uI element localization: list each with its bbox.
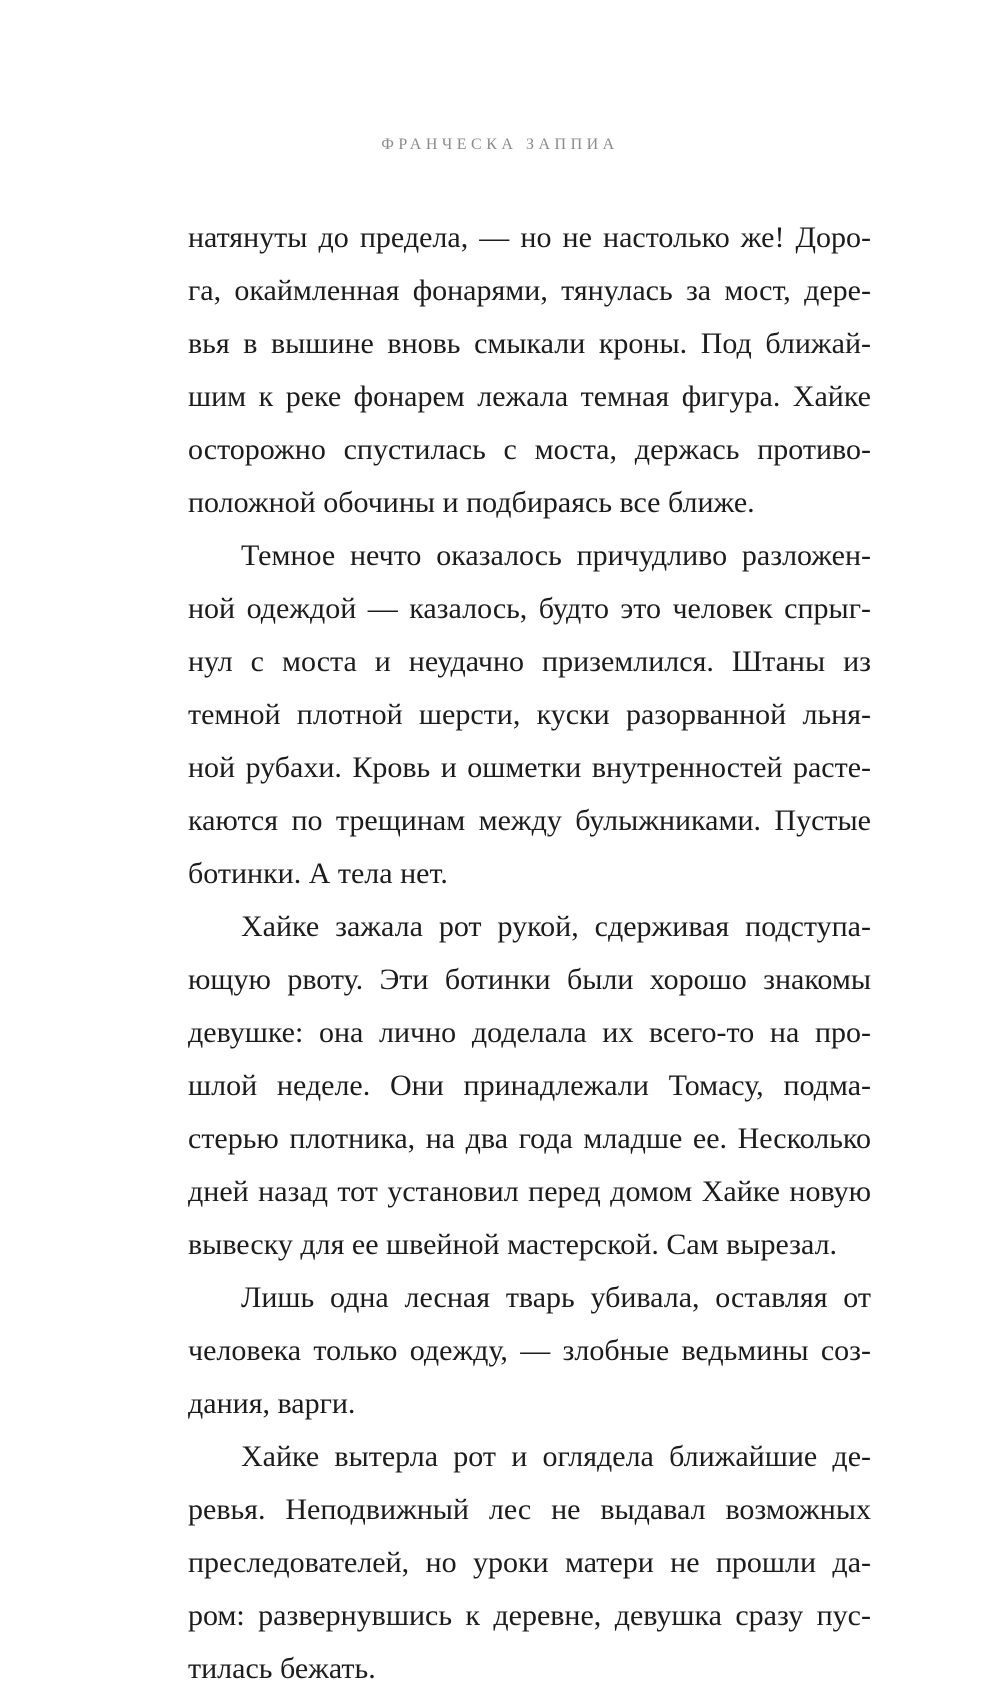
- text-line: тилась бежать.: [188, 1652, 376, 1685]
- text-line: преследователей, но уроки матери не прошли да-: [188, 1546, 871, 1579]
- text-line: темной плотной шерсти, куски разорванной льня-: [188, 698, 871, 731]
- text-line: ной одеждой — казалось, будто это человек спрыг-: [188, 592, 871, 625]
- text-line: ревья. Неподвижный лес не выдавал возможных: [188, 1493, 871, 1526]
- text-line: нул с моста и неудачно приземлился. Штаны из: [188, 645, 871, 678]
- text-line: дней назад тот установил перед домом Хайке новую: [188, 1175, 871, 1208]
- body-text: [188, 211, 871, 1695]
- text-line: Хайке зажала рот рукой, сдерживая подступа-: [241, 910, 871, 943]
- text-line: девушке: она лично доделала их всего-то на про-: [188, 1016, 871, 1049]
- text-line: вывеску для ее швейной мастерской. Сам вырезал.: [188, 1228, 838, 1261]
- text-line: дания, варги.: [188, 1387, 356, 1420]
- text-line: Хайке вытерла рот и оглядела ближайшие де-: [241, 1440, 871, 1473]
- text-line: каются по трещинам между булыжниками. Пустые: [188, 804, 871, 837]
- text-line: Темное нечто оказалось причудливо разложен-: [241, 539, 871, 572]
- text-line: натянуты до предела, — но не настолько же! Доро-: [188, 221, 871, 254]
- text-line: человека только одежду, — злобные ведьмины соз-: [188, 1334, 871, 1367]
- text-line: стерью плотника, на два года младше ее. Несколько: [188, 1122, 871, 1155]
- text-line: га, окаймленная фонарями, тянулась за мост, дере-: [188, 274, 871, 307]
- text-line: Лишь одна лесная тварь убивала, оставляя от: [241, 1281, 871, 1314]
- text-line: шим к реке фонарем лежала темная фигура. Хайке: [188, 380, 871, 413]
- text-line: шлой неделе. Они принадлежали Томасу, подма-: [188, 1069, 871, 1102]
- running-head: ФРАНЧЕСКА ЗАППИА: [381, 136, 619, 153]
- text-line: ющую рвоту. Эти ботинки были хорошо знакомы: [188, 963, 871, 996]
- text-line: ной рубахи. Кровь и ошметки внутренностей расте-: [188, 751, 871, 784]
- text-line: положной обочины и подбираясь все ближе.: [188, 486, 755, 519]
- text-line: ботинки. А тела нет.: [188, 857, 448, 890]
- text-line: вья в вышине вновь смыкали кроны. Под ближай-: [188, 327, 871, 360]
- text-line: осторожно спустилась с моста, держась противо-: [188, 433, 871, 466]
- text-line: ром: развернувшись к деревне, девушка сразу пус-: [188, 1599, 871, 1632]
